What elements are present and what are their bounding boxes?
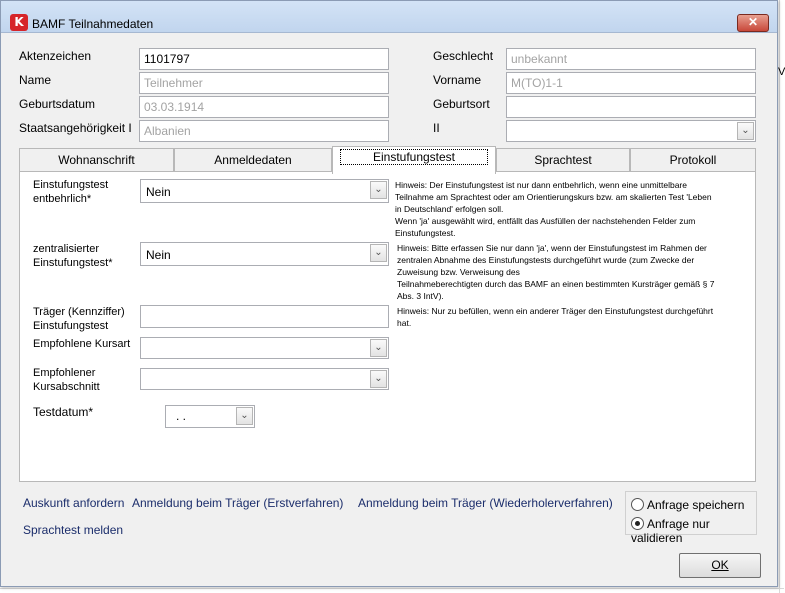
anmeldung-erstverfahren-link[interactable]: Anmeldung beim Träger (Erstverfahren): [132, 496, 344, 510]
radio-selected-icon[interactable]: [631, 517, 644, 530]
tab-protokoll[interactable]: [630, 148, 756, 172]
radio-anfrage-speichern[interactable]: [631, 498, 744, 512]
aktenzeichen-label: Aktenzeichen: [19, 49, 92, 63]
staatsangehoerigkeit1-field[interactable]: Albanien: [139, 120, 389, 142]
kursart-label: Empfohlene Kursart: [33, 338, 131, 350]
close-icon: ✕: [747, 15, 759, 29]
entbehrlich-select[interactable]: [140, 179, 389, 203]
entbehrlich-hint: Hinweis: Der Einstufungstest ist nur dann entbehrlich, wenn eine unmittelbare Teilnahme am Sprachtest oder am Orientierungskurs bzw. am skalierten Test 'Leben in Deutschland' erfolgen soll. Wenn 'ja' ausgewählt wird, entfällt das Ausfüllen der nachstehenden Felder zum Einstufungstest.: [395, 180, 712, 238]
close-button[interactable]: [737, 14, 769, 32]
chevron-down-icon[interactable]: ⌄: [370, 339, 387, 357]
vorname-field[interactable]: M(TO)1-1: [506, 72, 756, 94]
geburtsort-field[interactable]: [506, 96, 756, 118]
title-bar[interactable]: [1, 1, 777, 33]
anfrage-mode-group: [625, 491, 757, 545]
traeger-hint: Hinweis: Nur zu befüllen, wenn ein anderer Träger den Einstufungstest durchgeführt hat.: [397, 306, 714, 328]
app-logo-icon: K: [10, 14, 28, 31]
tab-label: Anmeldedaten: [214, 153, 292, 167]
window-title: BAMF Teilnahmedaten: [32, 17, 154, 31]
anmeldung-wiederholerverfahren-link[interactable]: Anmeldung beim Träger (Wiederholerverfahren): [358, 496, 613, 510]
traeger-label-line2: Einstufungstest: [33, 320, 109, 332]
auskunft-anfordern-link[interactable]: Auskunft anfordern: [23, 496, 125, 510]
radio-anfrage-validieren[interactable]: [631, 517, 756, 545]
background-cell-text: V: [778, 66, 785, 78]
kursart-select[interactable]: [140, 337, 389, 359]
background-gridline: [0, 588, 784, 589]
testdatum-label: Testdatum*: [33, 405, 94, 419]
tab-label: Wohnanschrift: [58, 153, 135, 167]
chevron-down-icon[interactable]: ⌄: [236, 407, 253, 425]
staatsangehoerigkeit2-label: II: [433, 121, 440, 135]
tab-label: Einstufungstest: [340, 149, 488, 165]
radio-icon[interactable]: [631, 498, 644, 511]
staatsangehoerigkeit2-select[interactable]: [506, 120, 756, 142]
tab-einstufungstest[interactable]: [332, 146, 496, 174]
testdatum-value: . .: [176, 409, 187, 423]
zentralisiert-hint: Hinweis: Bitte erfassen Sie nur dann 'ja', wenn der Einstufungstest im Rahmen der zentralen Abnahme des Einstufungstests durchgeführt wurde (zum Zwecke der Zuweisung bzw. Verweisung des Teilnahmeberechtigten durch das BAMF an einen bestimmten Kursträger gemäß § 7 Abs. 3 IntV).: [397, 243, 715, 301]
entbehrlich-label-line1: Einstufungstest: [33, 179, 109, 191]
chevron-down-icon[interactable]: ⌄: [370, 181, 387, 199]
kursabschnitt-label-line2: Kursabschnitt: [33, 381, 100, 393]
chevron-down-icon[interactable]: ⌄: [370, 244, 387, 262]
geburtsdatum-label: Geburtsdatum: [19, 97, 96, 111]
radio-label: Anfrage speichern: [647, 498, 745, 512]
geburtsdatum-field[interactable]: 03.03.1914: [139, 96, 389, 118]
name-label: Name: [19, 73, 52, 87]
entbehrlich-value: Nein: [146, 185, 171, 199]
ok-label: OK: [711, 558, 729, 572]
aktenzeichen-field[interactable]: 1101797: [139, 48, 389, 70]
vorname-label: Vorname: [433, 73, 482, 87]
staatsangehoerigkeit1-label: Staatsangehörigkeit I: [19, 121, 132, 135]
tab-sprachtest[interactable]: [496, 148, 630, 172]
geburtsort-label: Geburtsort: [433, 97, 490, 111]
zentralisiert-label-line1: zentralisierter: [33, 243, 100, 255]
radio-label: Anfrage nur validieren: [631, 517, 710, 545]
kursabschnitt-label-line1: Empfohlener: [33, 367, 96, 379]
traeger-field[interactable]: [140, 305, 389, 328]
chevron-down-icon[interactable]: ⌄: [737, 122, 754, 140]
geschlecht-label: Geschlecht: [433, 49, 494, 63]
tab-wohnanschrift[interactable]: [19, 148, 174, 172]
testdatum-picker[interactable]: [165, 405, 255, 428]
zentralisiert-select[interactable]: [140, 242, 389, 266]
traeger-label-line1: Träger (Kennziffer): [33, 306, 125, 318]
sprachtest-melden-link[interactable]: Sprachtest melden: [23, 523, 124, 537]
kursabschnitt-select[interactable]: [140, 368, 389, 390]
ok-button[interactable]: [679, 553, 761, 578]
name-field[interactable]: Teilnehmer: [139, 72, 389, 94]
geschlecht-field[interactable]: unbekannt: [506, 48, 756, 70]
tab-label: Sprachtest: [534, 153, 592, 167]
zentralisiert-value: Nein: [146, 248, 171, 262]
entbehrlich-label-line2: entbehrlich*: [33, 193, 92, 205]
tab-anmeldedaten[interactable]: [174, 148, 332, 172]
tab-label: Protokoll: [669, 153, 717, 167]
background-gridline: [779, 0, 780, 593]
chevron-down-icon[interactable]: ⌄: [370, 370, 387, 388]
zentralisiert-label-line2: Einstufungstest*: [33, 257, 113, 269]
tab-bar: [19, 146, 756, 172]
